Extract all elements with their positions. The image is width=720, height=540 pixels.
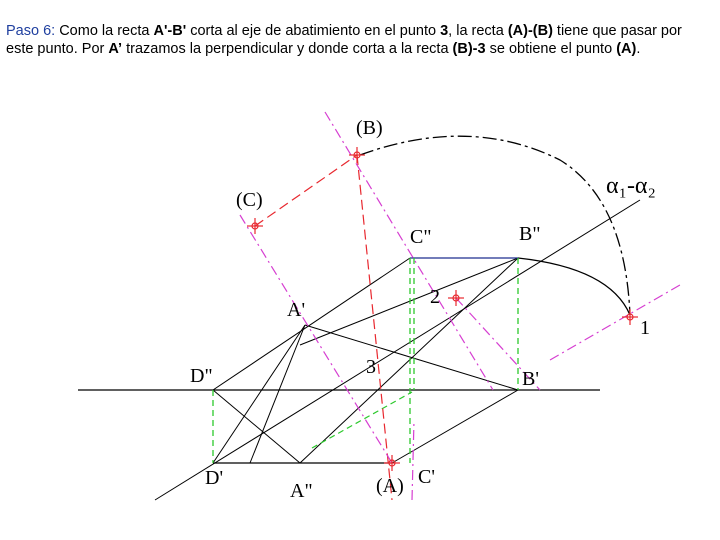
label-d2: D" — [190, 365, 213, 387]
red-line-b-3 — [357, 155, 392, 500]
edge-a1-a2 — [250, 325, 305, 463]
label-alpha: α₁-α₂ — [606, 173, 656, 199]
marker-1 — [622, 309, 638, 325]
caption-text-6: se obtiene el punto — [485, 41, 617, 57]
caption-bold-6: (A) — [616, 41, 637, 57]
trace-line — [155, 200, 640, 500]
edge-d2-a2 — [213, 390, 300, 463]
label-2: 2 — [430, 286, 440, 308]
magenta-line-1 — [325, 112, 493, 390]
label-d1: D' — [205, 467, 224, 489]
label-c-abatido: (C) — [236, 189, 263, 211]
label-1: 1 — [640, 317, 650, 339]
caption-bold-5: (B)-3 — [452, 41, 486, 57]
caption-bold-3: (A)-(B) — [507, 23, 553, 39]
step-title: Paso 6: — [6, 23, 56, 39]
caption-text-3: , la recta — [448, 23, 508, 39]
label-c1: C' — [418, 466, 435, 488]
label-a2: A" — [290, 480, 313, 502]
label-a-abatido: (A) — [376, 475, 404, 497]
magenta-line-4 — [550, 285, 680, 360]
edge-a2-b2 — [300, 258, 518, 463]
caption-bold-2: 3 — [440, 23, 449, 39]
label-a1: A' — [287, 299, 306, 321]
rotation-arc-small — [518, 258, 630, 315]
caption-text-4: tiene que pasar por este punto. Por — [6, 23, 682, 57]
label-b2: B" — [519, 223, 541, 245]
label-b-abatido: (B) — [356, 117, 383, 139]
marker-a — [384, 455, 400, 471]
rotation-arc-large — [360, 136, 630, 315]
label-3: 3 — [366, 356, 376, 378]
edge-a2-b1 — [213, 258, 410, 390]
edge-c1-b1 — [392, 390, 518, 463]
caption-text-5: trazamos la perpendicular y donde corta a la recta — [122, 41, 453, 57]
caption-text-7: . — [636, 41, 641, 57]
marker-c — [247, 218, 263, 234]
marker-b — [349, 147, 365, 163]
magenta-line-5 — [412, 420, 414, 500]
label-b1: B' — [522, 368, 539, 390]
caption-bold-1: A'-B' — [153, 23, 187, 39]
label-c2: C" — [410, 226, 432, 248]
edge-d1-a1 — [213, 325, 305, 463]
magenta-line-2 — [240, 215, 392, 463]
green-diagonal — [312, 392, 412, 448]
red-line-c-b — [255, 155, 357, 226]
caption-text-2: corta al eje de abatimiento en el punto — [186, 23, 441, 39]
edge-3-b2 — [300, 258, 518, 345]
caption-bold-4: A’ — [108, 41, 123, 57]
caption-text-1: Como la recta — [55, 23, 154, 39]
